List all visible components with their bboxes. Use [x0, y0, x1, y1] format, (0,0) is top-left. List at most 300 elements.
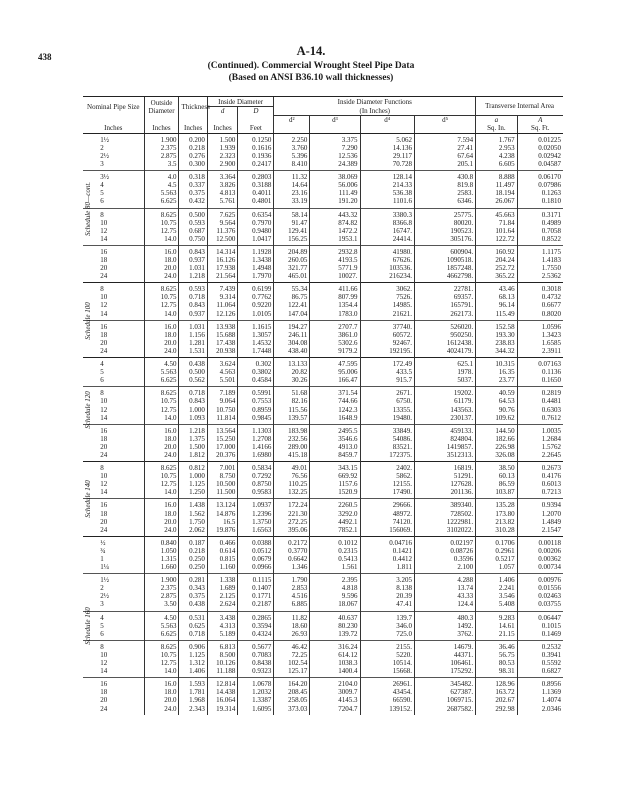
- table-cell: 1222981.: [415, 518, 476, 526]
- table-cell: 0.6827: [517, 667, 563, 678]
- table-cell: 17.000: [207, 443, 238, 451]
- table-cell: 0.562: [179, 376, 207, 387]
- table-cell: 98.31: [476, 667, 517, 678]
- table-cell: 459133.: [415, 424, 476, 435]
- table-cell: 0.200: [179, 133, 207, 144]
- table-cell: 24.0: [144, 272, 179, 283]
- table-cell: 7526.: [360, 293, 415, 301]
- table-cell: 0.5834: [238, 462, 274, 473]
- table-cell: 10.315: [476, 358, 517, 369]
- table-cell: 156.25: [274, 235, 310, 246]
- table-cell: 72.25: [274, 651, 310, 659]
- table-cell: 172375.: [360, 451, 415, 462]
- table-cell: 0.438: [179, 358, 207, 369]
- table-cell: 4.5: [144, 181, 179, 189]
- cell-nominal-size: 24: [100, 525, 108, 534]
- table-cell: 1612438.: [415, 339, 476, 347]
- table-cell: 16819.: [415, 462, 476, 473]
- table-cell: 0.300: [179, 160, 207, 171]
- cell-nominal-size: 14: [100, 234, 108, 243]
- table-cell: 3380.3: [360, 208, 415, 219]
- unit-sq-in: Sq. In.: [476, 124, 517, 134]
- table-cell: 91.47: [274, 219, 310, 227]
- table-cell: 3.438: [207, 611, 238, 622]
- table-cell: 0.7970: [238, 219, 274, 227]
- table-cell: 3.375: [310, 133, 360, 144]
- table-cell: 183.98: [274, 424, 310, 435]
- header-sym-d: [207, 107, 238, 116]
- table-cell: 0.1015: [517, 622, 563, 630]
- table-cell: 6.813: [207, 640, 238, 651]
- table-cell: 744.66: [310, 397, 360, 405]
- table-cell: 0.281: [179, 574, 207, 585]
- table-cell: 192195.: [360, 347, 415, 358]
- table-cell: 8.750: [207, 472, 238, 480]
- table-row: [83, 283, 563, 294]
- table-cell: 208.45: [274, 688, 310, 696]
- table-cell: 2.323: [207, 152, 238, 160]
- table-cell: 139152.: [360, 705, 415, 715]
- table-cell: 0.687: [179, 227, 207, 235]
- table-cell: 54086.: [360, 435, 415, 443]
- table-cell: 3.5: [144, 160, 179, 171]
- header-inside-diameter: Inside Diameter: [207, 97, 274, 107]
- table-cell: 3.205: [360, 574, 415, 585]
- table-cell: 56.006: [310, 181, 360, 189]
- table-cell: 2.875: [144, 592, 179, 600]
- table-cell: 15.688: [207, 331, 238, 339]
- table-cell: 1400.4: [310, 667, 360, 678]
- table-cell: 1101.6: [360, 197, 415, 208]
- table-cell: 0.07986: [517, 181, 563, 189]
- cell-nominal-size: 20: [100, 442, 108, 451]
- table-cell: 14.438: [207, 688, 238, 696]
- table-cell: 0.3802: [238, 368, 274, 376]
- table-row: [83, 443, 563, 451]
- table-cell: 20.376: [207, 451, 238, 462]
- table-row: [83, 574, 563, 585]
- table-cell: 0.1810: [517, 197, 563, 208]
- table-cell: 6.625: [144, 376, 179, 387]
- cell-nominal-size: 12: [100, 405, 108, 414]
- table-cell: 2260.5: [310, 499, 360, 510]
- table-row: [83, 235, 563, 246]
- table-cell: 25775.: [415, 208, 476, 219]
- table-cell: 262173.: [415, 310, 476, 321]
- table-cell: 18.194: [476, 189, 517, 197]
- table-cell: 46.42: [274, 640, 310, 651]
- cell-nominal-size: 6: [100, 376, 104, 385]
- table-cell: 365.22: [476, 272, 517, 283]
- table-cell: 669.92: [310, 472, 360, 480]
- table-cell: 0.718: [179, 387, 207, 398]
- table-cell: 205.1: [415, 160, 476, 171]
- cell-nominal-size: 4: [100, 181, 104, 190]
- table-cell: 1242.3: [310, 406, 360, 414]
- cell-nominal-size: 2½: [100, 592, 110, 601]
- table-cell: 0.3594: [238, 622, 274, 630]
- table-cell: 0.02050: [517, 144, 563, 152]
- table-cell: 12.75: [144, 406, 179, 414]
- table-cell: 21.564: [207, 272, 238, 283]
- table-cell: 64.53: [476, 397, 517, 405]
- table-cell: 0.8956: [517, 678, 563, 689]
- table-cell: 3062.: [360, 283, 415, 294]
- table-cell: 122.72: [476, 235, 517, 246]
- table-cell: 2583.: [415, 189, 476, 197]
- table-cell: 0.5413: [310, 555, 360, 563]
- table-cell: 0.1407: [238, 584, 274, 592]
- table-cell: 0.7058: [517, 227, 563, 235]
- table-cell: 124.4: [415, 600, 476, 611]
- table-cell: 96.14: [476, 301, 517, 309]
- table-cell: 20.0: [144, 339, 179, 347]
- table-cell: 83521.: [360, 443, 415, 451]
- table-cell: 1.125: [179, 651, 207, 659]
- table-cell: 0.9480: [238, 227, 274, 235]
- table-cell: 0.276: [179, 152, 207, 160]
- table-cell: 165791.: [415, 301, 476, 309]
- table-cell: 43454.: [360, 688, 415, 696]
- cell-nominal-size: 12: [100, 226, 108, 235]
- table-cell: 10.75: [144, 293, 179, 301]
- table-row: [83, 518, 563, 526]
- table-cell: 438.40: [274, 347, 310, 358]
- table-cell: 1.7448: [238, 347, 274, 358]
- table-cell: 27.41: [415, 144, 476, 152]
- table-cell: 67.64: [415, 152, 476, 160]
- table-row: [83, 424, 563, 435]
- table-cell: 3.760: [274, 144, 310, 152]
- table-cell: 20.0: [144, 518, 179, 526]
- table-cell: 232.56: [274, 435, 310, 443]
- table-cell: 26961.: [360, 678, 415, 689]
- table-cell: 1.6980: [238, 451, 274, 462]
- table-row: [83, 696, 563, 704]
- table-cell: 411.66: [310, 283, 360, 294]
- table-cell: 0.8522: [517, 235, 563, 246]
- table-cell: 1.375: [179, 435, 207, 443]
- table-cell: 5862.: [360, 472, 415, 480]
- table-cell: 1.218: [179, 424, 207, 435]
- table-cell: 115.49: [476, 310, 517, 321]
- table-cell: 0.187: [179, 536, 207, 547]
- table-row: [83, 144, 563, 152]
- table-cell: 0.1469: [517, 630, 563, 641]
- table-cell: 627387.: [415, 688, 476, 696]
- cell-nominal-size: 8: [98, 283, 144, 294]
- table-cell: 389340.: [415, 499, 476, 510]
- cell-nominal-size: 14: [100, 667, 108, 676]
- table-cell: 47.41: [360, 600, 415, 611]
- table-cell: 1.250: [179, 488, 207, 499]
- table-cell: 8.888: [476, 171, 517, 182]
- table-cell: 1.406: [476, 574, 517, 585]
- table-subtitle: (Continued). Commercial Wrought Steel Pipe Data: [207, 61, 415, 71]
- table-cell: 0.9583: [238, 488, 274, 499]
- table-cell: 0.937: [179, 310, 207, 321]
- table-row: [83, 152, 563, 160]
- cell-nominal-size: 18: [100, 434, 108, 443]
- table-cell: 20.0: [144, 264, 179, 272]
- table-row: [83, 171, 563, 182]
- table-cell: 103.87: [476, 488, 517, 499]
- table-cell: 74120.: [360, 518, 415, 526]
- table-cell: 304.08: [274, 339, 310, 347]
- table-row: [83, 387, 563, 398]
- table-cell: 1472.2: [310, 227, 360, 235]
- table-cell: 16.0: [144, 499, 179, 510]
- table-cell: 20.938: [207, 347, 238, 358]
- table-cell: 14.0: [144, 235, 179, 246]
- table-cell: 0.500: [179, 368, 207, 376]
- cell-nominal-size: 24: [100, 272, 108, 281]
- table-row: [83, 256, 563, 264]
- table-cell: 0.02197: [415, 536, 476, 547]
- table-row: [83, 480, 563, 488]
- table-cell: 86.59: [476, 480, 517, 488]
- table-cell: 0.4011: [238, 189, 274, 197]
- table-cell: 395.06: [274, 526, 310, 537]
- table-cell: 238.83: [476, 339, 517, 347]
- table-cell: 2.250: [274, 133, 310, 144]
- table-cell: 1.939: [207, 144, 238, 152]
- table-cell: 0.218: [179, 144, 207, 152]
- table-cell: 3546.6: [310, 435, 360, 443]
- table-row: [83, 189, 563, 197]
- header-thickness: Thickness: [179, 97, 207, 116]
- schedule-label-spacer: [83, 640, 98, 677]
- table-cell: 5.501: [207, 376, 238, 387]
- table-cell: 0.00362: [517, 555, 563, 563]
- table-cell: 163.72: [476, 688, 517, 696]
- table-cell: 1.2070: [517, 510, 563, 518]
- table-cell: 2.953: [476, 144, 517, 152]
- schedule-label-cell: [83, 536, 98, 645]
- table-cell: 0.593: [179, 219, 207, 227]
- table-cell: 0.5677: [238, 640, 274, 651]
- table-cell: 8.138: [360, 584, 415, 592]
- table-cell: 321.77: [274, 264, 310, 272]
- table-cell: 164.20: [274, 678, 310, 689]
- table-cell: 2.375: [144, 144, 179, 152]
- table-cell: 2.3911: [517, 347, 563, 358]
- table-cell: 18.0: [144, 331, 179, 339]
- table-cell: 4.238: [476, 152, 517, 160]
- table-cell: 51.68: [274, 387, 310, 398]
- schedule-group: [83, 424, 563, 461]
- unit-sq-ft: Sq. Ft.: [517, 124, 563, 134]
- table-cell: 8459.7: [310, 451, 360, 462]
- table-cell: 2.375: [144, 584, 179, 592]
- table-cell: 26.067: [476, 197, 517, 208]
- schedule-group: [83, 171, 563, 208]
- table-cell: 1.3387: [238, 696, 274, 704]
- table-cell: 0.00976: [517, 574, 563, 585]
- table-cell: 16.5: [207, 518, 238, 526]
- table-cell: 1.3423: [517, 331, 563, 339]
- table-row: [83, 688, 563, 696]
- table-cell: 24.0: [144, 451, 179, 462]
- table-cell: 9.596: [310, 592, 360, 600]
- table-cell: 16747.: [360, 227, 415, 235]
- table-row: [83, 611, 563, 622]
- table-cell: 0.5991: [238, 387, 274, 398]
- table-cell: 0.718: [179, 630, 207, 641]
- table-cell: 1.000: [179, 406, 207, 414]
- table-cell: 139.7: [360, 611, 415, 622]
- table-cell: 13.74: [415, 584, 476, 592]
- table-cell: 80020.: [415, 219, 476, 227]
- table-cell: 24.0: [144, 347, 179, 358]
- schedule-label-spacer: [83, 245, 98, 282]
- table-cell: 1520.9: [310, 488, 360, 499]
- header-sym-D: [238, 107, 274, 116]
- table-row: [83, 320, 563, 331]
- table-cell: 0.250: [179, 555, 207, 563]
- table-cell: 1.0596: [517, 320, 563, 331]
- schedule-group: [83, 640, 563, 677]
- cell-nominal-size: 12: [100, 659, 108, 668]
- table-cell: 1.561: [310, 563, 360, 574]
- table-cell: 135.28: [476, 499, 517, 510]
- table-cell: 1.4532: [238, 339, 274, 347]
- table-cell: 1.767: [476, 133, 517, 144]
- table-cell: 0.438: [179, 600, 207, 611]
- table-cell: 8.625: [144, 283, 179, 294]
- table-cell: 23.77: [476, 376, 517, 387]
- cell-nominal-size: 5: [100, 189, 104, 198]
- cell-nominal-size: 10: [100, 650, 108, 659]
- table-cell: 14.876: [207, 510, 238, 518]
- table-cell: 6346.: [415, 197, 476, 208]
- table-cell: 2932.8: [310, 245, 360, 256]
- table-cell: 16.126: [207, 256, 238, 264]
- table-cell: 1.0035: [517, 424, 563, 435]
- table-title: A-14.: [296, 44, 326, 58]
- cell-nominal-size: 24: [100, 450, 108, 459]
- table-cell: 10.126: [207, 659, 238, 667]
- table-cell: 2687582.: [415, 705, 476, 715]
- table-cell: 874.82: [310, 219, 360, 227]
- unit-outside: Inches: [144, 124, 179, 134]
- table-cell: 40.637: [310, 611, 360, 622]
- table-cell: 7.594: [415, 133, 476, 144]
- table-cell: 6750.: [360, 397, 415, 405]
- table-cell: 0.07163: [517, 358, 563, 369]
- cell-nominal-size: 18: [100, 330, 108, 339]
- table-cell: 0.718: [179, 293, 207, 301]
- table-cell: 44371.: [415, 651, 476, 659]
- table-cell: 12.75: [144, 480, 179, 488]
- schedule-label-spacer: [83, 678, 98, 715]
- table-cell: 1857248.: [415, 264, 476, 272]
- table-cell: 5.189: [207, 630, 238, 641]
- cell-nominal-size: 24: [100, 346, 108, 355]
- table-cell: 11.188: [207, 667, 238, 678]
- table-cell: 4.818: [310, 584, 360, 592]
- table-cell: 0.843: [179, 301, 207, 309]
- table-row: [83, 659, 563, 667]
- table-cell: 0.06170: [517, 171, 563, 182]
- cell-nominal-size: 3: [100, 160, 104, 169]
- table-row: [83, 208, 563, 219]
- schedule-group: [83, 320, 563, 357]
- cell-nominal-size: 16: [98, 678, 144, 689]
- cell-nominal-size: 1½: [98, 574, 144, 585]
- table-cell: 12.75: [144, 227, 179, 235]
- table-cell: 0.614: [207, 547, 238, 555]
- table-cell: 24.0: [144, 526, 179, 537]
- cell-nominal-size: 14: [100, 413, 108, 422]
- table-cell: 4.313: [207, 622, 238, 630]
- table-cell: 0.2803: [238, 171, 274, 182]
- table-cell: 9179.2: [310, 347, 360, 358]
- cell-nominal-size: 12: [100, 480, 108, 489]
- table-cell: 0.500: [179, 208, 207, 219]
- cell-nominal-size: 16: [98, 245, 144, 256]
- table-cell: 14.61: [476, 622, 517, 630]
- table-cell: 1.312: [179, 659, 207, 667]
- table-cell: 1.790: [274, 574, 310, 585]
- table-cell: 8.625: [144, 640, 179, 651]
- schedule-label: Schedule 100: [84, 301, 92, 340]
- table-cell: 111.49: [310, 189, 360, 197]
- table-cell: 1069715.: [415, 696, 476, 704]
- table-cell: 30.26: [274, 376, 310, 387]
- table-cell: 4.813: [207, 189, 238, 197]
- table-cell: 1.750: [179, 518, 207, 526]
- table-cell: 1.050: [144, 547, 179, 555]
- table-cell: 10514.: [360, 659, 415, 667]
- table-cell: 0.2187: [238, 600, 274, 611]
- table-row: [83, 472, 563, 480]
- table-cell: 2.624: [207, 600, 238, 611]
- table-cell: 1.1615: [238, 320, 274, 331]
- table-cell: 11.376: [207, 227, 238, 235]
- header-d3: d³: [310, 115, 360, 124]
- table-cell: 0.6013: [517, 480, 563, 488]
- table-cell: 5.761: [207, 197, 238, 208]
- table-cell: 4.50: [144, 611, 179, 622]
- table-cell: 18.067: [310, 600, 360, 611]
- table-cell: 443.32: [310, 208, 360, 219]
- table-cell: 2.0346: [517, 705, 563, 715]
- table-cell: 12.126: [207, 310, 238, 321]
- table-cell: 127628.: [415, 480, 476, 488]
- table-cell: 6.885: [274, 600, 310, 611]
- table-cell: 415.18: [274, 451, 310, 462]
- cell-nominal-size: 1½: [98, 133, 144, 144]
- schedule-label-cell: [83, 283, 98, 340]
- table-cell: 0.2532: [517, 640, 563, 651]
- table-row: [83, 678, 563, 689]
- table-cell: 156069.: [360, 526, 415, 537]
- table-cell: 12.814: [207, 678, 238, 689]
- table-cell: 2.125: [207, 592, 238, 600]
- cell-nominal-size: 20: [100, 264, 108, 273]
- table-cell: 45.663: [476, 208, 517, 219]
- table-cell: 3.624: [207, 358, 238, 369]
- unit-thickness: Inches: [179, 124, 207, 134]
- table-cell: 204.89: [274, 245, 310, 256]
- table-cell: 19480.: [360, 414, 415, 425]
- table-row: [83, 592, 563, 600]
- cell-nominal-size: 16: [98, 499, 144, 510]
- table-cell: 0.02942: [517, 152, 563, 160]
- table-cell: 0.3018: [517, 283, 563, 294]
- cell-nominal-size: 2: [100, 584, 104, 593]
